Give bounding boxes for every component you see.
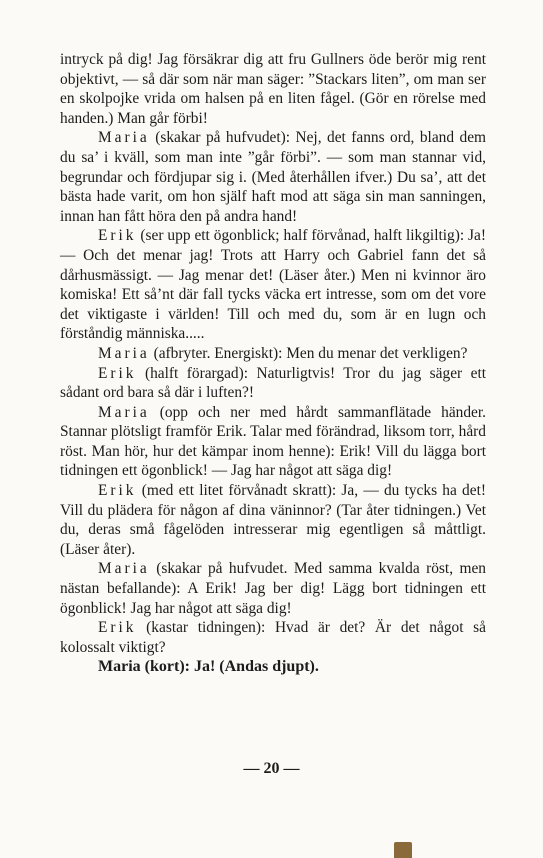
speaker-name: Maria bbox=[98, 344, 150, 362]
paragraph bbox=[60, 618, 486, 657]
speaker-name: Maria bbox=[98, 658, 141, 676]
paragraph bbox=[60, 364, 486, 403]
speaker-name: Maria bbox=[98, 403, 150, 421]
paragraph-text: (skakar på hufvudet. Med samma kvalda röst, men nästan befallande): A Erik! Jag ber dig! Lägg bort tidningen ett ögonblick! Jag har något att säga dig! bbox=[60, 560, 486, 617]
paragraph bbox=[60, 403, 486, 481]
speaker-name: Erik bbox=[98, 482, 137, 500]
paragraph-text: (kastar tidningen): Hvad är det? Är det något så kolossalt viktigt? bbox=[60, 619, 486, 656]
speaker-name: Maria bbox=[98, 560, 150, 578]
paragraph bbox=[60, 481, 486, 559]
page-edge-mark bbox=[394, 842, 412, 858]
speaker-name: Erik bbox=[98, 227, 137, 245]
paragraph-text: (skakar på hufvudet): Nej, det fanns ord, bland dem du sa’ i kväll, som man inte ”går förbi”. — som man stannar vid, begrundar och fördjupar sig i. (Med återhållen ifver.) Du sa’, att det bästa hade varit, om hon själf haft mod att säga sin man sanningen, innan han fått höra den på andra hand! bbox=[60, 129, 486, 225]
paragraph-text: intryck på dig! Jag försäkrar dig att fru Gullners öde berör mig rent objektivt, — så där som när man säger: ”Stackars liten”, om man ser en skolpojke vrida om halsen på en liten fågel. (Gör en rörelse med handen.) Man går förbi! bbox=[60, 51, 486, 127]
paragraph bbox=[60, 50, 486, 128]
paragraph bbox=[60, 559, 486, 618]
final-line bbox=[60, 657, 486, 677]
paragraph-text: (med ett litet förvånadt skratt): Ja, — du tycks ha det! Vill du plädera för någon af dina väninnor? (Tar åter tidningen.) Vet du, deras små fågelöden intresserar mig egentligen så måttligt. (Läser åter). bbox=[60, 482, 486, 558]
paragraph-text: (afbryter. Energiskt): Men du menar det verkligen? bbox=[149, 344, 468, 362]
speaker-name: Erik bbox=[98, 364, 137, 382]
paragraph bbox=[60, 128, 486, 226]
paragraph-text: (ser upp ett ögonblick; half förvånad, halft likgiltig): Ja! — Och det menar jag! Trots att Harry och Gabriel fann det så dårhusmässigt. — Jag menar det! (Läser åter.) Men ni kvinnor äro komiska! Ett så’nt där fall tycks väcka ert intresse, som om det vore det viktigaste i världen! Till och med du, som är en lugn och förståndig människa..... bbox=[60, 227, 486, 343]
paragraph-text: (kort): Ja! (Andas djupt). bbox=[140, 658, 319, 676]
paragraph-text: (halft förargad): Naturligtvis! Tror du jag säger ett sådant ord bara så där i luften?! bbox=[60, 364, 486, 402]
document-page bbox=[60, 50, 486, 677]
page-number: — 20 — bbox=[243, 760, 300, 777]
paragraph-text: (opp och ner med hårdt sammanflätade händer. Stannar plötsligt framför Erik. Talar med förändrad, liksom torr, hård röst. Man hör, hur det kämpar inom henne): Erik! Vill du lägga bort tidningen ett ögonblick! — Jag har något att säga dig! bbox=[60, 403, 486, 480]
paragraph bbox=[60, 344, 486, 364]
speaker-name: Erik bbox=[98, 619, 137, 637]
speaker-name: Maria bbox=[98, 129, 150, 147]
paragraph bbox=[60, 226, 486, 344]
